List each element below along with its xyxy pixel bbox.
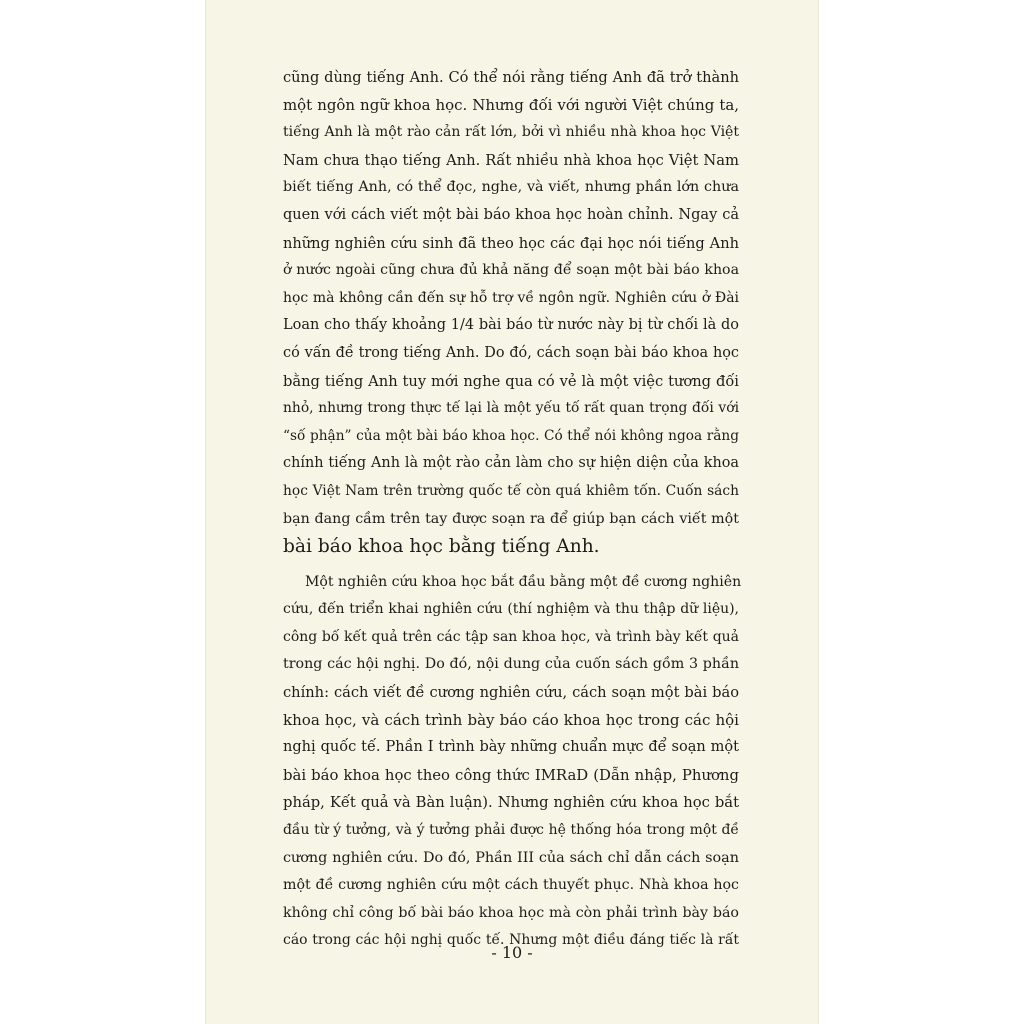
- text-line: nhỏ, nhưng trong thực tế lại là một yếu tố rất quan trọng đối với: [283, 400, 739, 417]
- text-line: công bố kết quả trên các tập san khoa học, và trình bày kết quả: [283, 628, 739, 645]
- text-line: không chỉ công bố bài báo khoa học mà còn phải trình bày báo: [283, 904, 739, 921]
- text-line: một đề cương nghiên cứu một cách thuyết phục. Nhà khoa học: [283, 877, 739, 894]
- text-line: có vấn đề trong tiếng Anh. Do đó, cách soạn bài báo khoa học: [283, 344, 739, 361]
- text-line: Nam chưa thạo tiếng Anh. Rất nhiều nhà khoa học Việt Nam: [283, 151, 739, 169]
- text-line: đầu từ ý tưởng, và ý tưởng phải được hệ thống hóa trong một đề: [283, 822, 739, 839]
- text-line: một ngôn ngữ khoa học. Nhưng đối với người Việt chúng ta,: [283, 95, 739, 114]
- paragraph-2: [283, 569, 742, 955]
- text-line: khoa học, và cách trình bày báo cáo khoa học trong các hội: [283, 710, 739, 729]
- text-line: bài báo khoa học bằng tiếng Anh.: [283, 536, 600, 558]
- text-line: học Việt Nam trên trường quốc tế còn quá khiêm tốn. Cuốn sách: [283, 482, 739, 499]
- text-line: cứu, đến triển khai nghiên cứu (thí nghiệm và thu thập dữ liệu),: [283, 601, 739, 618]
- text-line: bằng tiếng Anh tuy mới nghe qua có vẻ là một việc tương đối: [283, 372, 739, 390]
- page-number: - 10 -: [491, 943, 533, 962]
- text-line: học mà không cần đến sự hỗ trợ về ngôn ngữ. Nghiên cứu ở Đài: [283, 289, 739, 306]
- text-line: bài báo khoa học theo công thức IMRaD (Dẫn nhập, Phương: [283, 765, 739, 784]
- book-page: [205, 0, 819, 1024]
- text-line: Một nghiên cứu khoa học bắt đầu bằng một đề cương nghiên: [305, 573, 742, 590]
- paragraph-spacer: [283, 561, 739, 569]
- text-line: nghị quốc tế. Phần I trình bày những chuẩn mực để soạn một: [283, 739, 739, 756]
- paragraph-1: [283, 64, 739, 561]
- text-line: “số phận” của một bài báo khoa học. Có thể nói không ngoa rằng: [283, 427, 739, 444]
- text-line: cương nghiên cứu. Do đó, Phần III của sách chỉ dẫn cách soạn: [283, 849, 739, 866]
- text-line: bạn đang cầm trên tay được soạn ra để giúp bạn cách viết một: [283, 510, 739, 527]
- body-text: [283, 64, 742, 955]
- text-line: ở nước ngoài cũng chưa đủ khả năng để soạn một bài báo khoa: [283, 262, 739, 279]
- text-line: cũng dùng tiếng Anh. Có thể nói rằng tiếng Anh đã trở thành: [283, 69, 739, 86]
- text-line: Loan cho thấy khoảng 1/4 bài báo từ nước này bị từ chối là do: [283, 317, 739, 334]
- text-line: chính tiếng Anh là một rào cản làm cho sự hiện diện của khoa: [283, 455, 739, 472]
- text-line: những nghiên cứu sinh đã theo học các đại học nói tiếng Anh: [283, 234, 739, 252]
- text-line: quen với cách viết một bài báo khoa học hoàn chỉnh. Ngay cả: [283, 206, 739, 223]
- text-line: tiếng Anh là một rào cản rất lớn, bởi vì nhiều nhà khoa học Việt: [283, 124, 739, 141]
- text-line: biết tiếng Anh, có thể đọc, nghe, và viết, nhưng phần lớn chưa: [283, 179, 739, 196]
- text-line: trong các hội nghị. Do đó, nội dung của cuốn sách gồm 3 phần: [283, 656, 739, 673]
- text-line: chính: cách viết đề cương nghiên cứu, cách soạn một bài báo: [283, 684, 739, 702]
- text-line: pháp, Kết quả và Bàn luận). Nhưng nghiên cứu khoa học bắt: [283, 794, 739, 812]
- text-line: cáo trong các hội nghị quốc tế. Nhưng một điều đáng tiếc là rất: [283, 932, 739, 949]
